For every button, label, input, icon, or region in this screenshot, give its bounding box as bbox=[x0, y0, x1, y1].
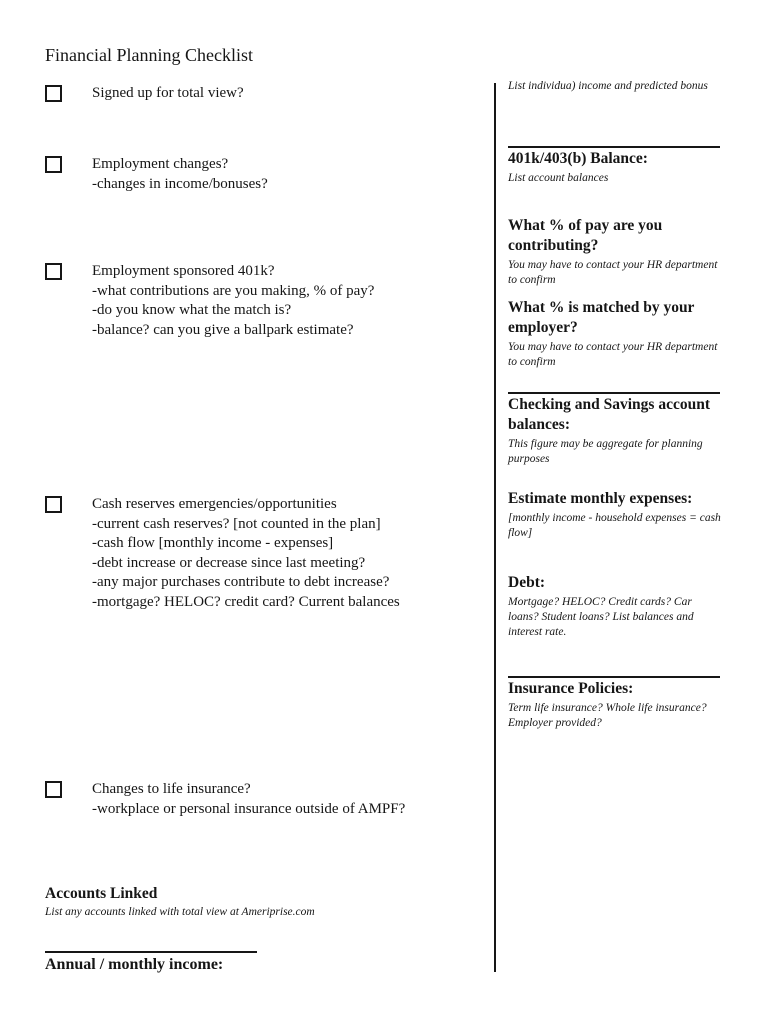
section-heading: What % is matched by your employer? bbox=[508, 299, 695, 336]
notes-section-insurance-policies bbox=[508, 676, 723, 731]
checklist-item-label: Cash reserves emergencies/opportunities bbox=[92, 496, 337, 512]
notes-section-monthly-expenses bbox=[508, 489, 723, 541]
section-rule bbox=[508, 676, 720, 678]
section-note: Term life insurance? Whole life insurance? Employer provided? bbox=[508, 702, 707, 729]
section-heading: 401k/403(b) Balance: bbox=[508, 150, 648, 167]
checklist-item bbox=[45, 495, 465, 612]
notes-section-debt bbox=[508, 573, 723, 640]
checklist-item bbox=[45, 155, 465, 194]
checklist-item-subitem: -any major purchases contribute to debt increase? bbox=[92, 574, 390, 590]
checklist-item-subitem: -debt increase or decrease since last meeting? bbox=[92, 554, 366, 571]
checklist-item-label: Changes to life insurance? bbox=[92, 781, 251, 797]
notes-section-401k-balance bbox=[508, 146, 723, 186]
checklist-item-subitem: -cash flow [monthly income - expenses] bbox=[92, 535, 334, 551]
checklist-item-text bbox=[92, 155, 268, 194]
section-rule bbox=[508, 392, 720, 394]
checkbox[interactable] bbox=[45, 156, 62, 173]
checklist-item-subitem: -workplace or personal insurance outside of AMPF? bbox=[92, 800, 406, 817]
checklist-item-text bbox=[92, 84, 244, 104]
page-title: Financial Planning Checklist bbox=[45, 45, 253, 65]
section-heading: Insurance Policies: bbox=[508, 680, 634, 697]
notes-section-employer-match bbox=[508, 298, 723, 370]
accounts-linked-heading: Accounts Linked bbox=[45, 885, 158, 902]
section-note: This figure may be aggregate for planning purposes bbox=[508, 438, 703, 465]
notes-intro: List individua) income and predicted bonus bbox=[508, 80, 708, 92]
checkbox[interactable] bbox=[45, 781, 62, 798]
checkbox[interactable] bbox=[45, 85, 62, 102]
checklist-item-label: Signed up for total view? bbox=[92, 85, 244, 101]
checklist-item-label: Employment changes? bbox=[92, 156, 229, 172]
section-rule bbox=[508, 146, 720, 148]
section-heading: Debt: bbox=[508, 574, 546, 591]
section-heading: Checking and Savings account balances: bbox=[508, 396, 710, 433]
section-note: You may have to contact your HR department to confirm bbox=[508, 341, 718, 368]
section-note: Mortgage? HELOC? Credit cards? Car loans? Student loans? List balances and interest rate. bbox=[508, 596, 694, 638]
accounts-linked-note: List any accounts linked with total view at Ameriprise.com bbox=[45, 906, 315, 918]
checklist-item-text bbox=[92, 495, 400, 612]
checklist-item-label: Employment sponsored 401k? bbox=[92, 263, 275, 279]
notes-section-pay-contributing bbox=[508, 216, 723, 288]
checklist-item bbox=[45, 780, 465, 819]
annual-monthly-income-label: Annual / monthly income: bbox=[45, 956, 224, 973]
section-note: You may have to contact your HR department to confirm bbox=[508, 259, 718, 286]
section-note: List account balances bbox=[508, 172, 609, 184]
checklist-item-text bbox=[92, 780, 405, 819]
checklist-item-subitem: -do you know what the match is? bbox=[92, 302, 292, 318]
section-heading: What % of pay are you contributing? bbox=[508, 217, 663, 254]
checklist-item-subitem: -mortgage? HELOC? credit card? Current balances bbox=[92, 593, 400, 610]
income-fill-in-rule bbox=[45, 951, 257, 953]
checklist-item-subitem: -what contributions are you making, % of pay? bbox=[92, 282, 375, 299]
checklist-item-subitem: -current cash reserves? [not counted in the plan] bbox=[92, 515, 381, 532]
checklist-item-subitem: -changes in income/bonuses? bbox=[92, 175, 268, 192]
checkbox[interactable] bbox=[45, 496, 62, 513]
checklist-item-subitem: -balance? can you give a ballpark estimate? bbox=[92, 321, 354, 338]
checklist-item bbox=[45, 262, 465, 340]
section-note: [monthly income - household expenses = cash flow] bbox=[508, 512, 721, 539]
column-divider bbox=[494, 83, 496, 972]
section-heading: Estimate monthly expenses: bbox=[508, 490, 693, 507]
checkbox[interactable] bbox=[45, 263, 62, 280]
checklist-item bbox=[45, 84, 465, 104]
checklist-item-text bbox=[92, 262, 374, 340]
notes-section-checking-savings bbox=[508, 392, 723, 467]
